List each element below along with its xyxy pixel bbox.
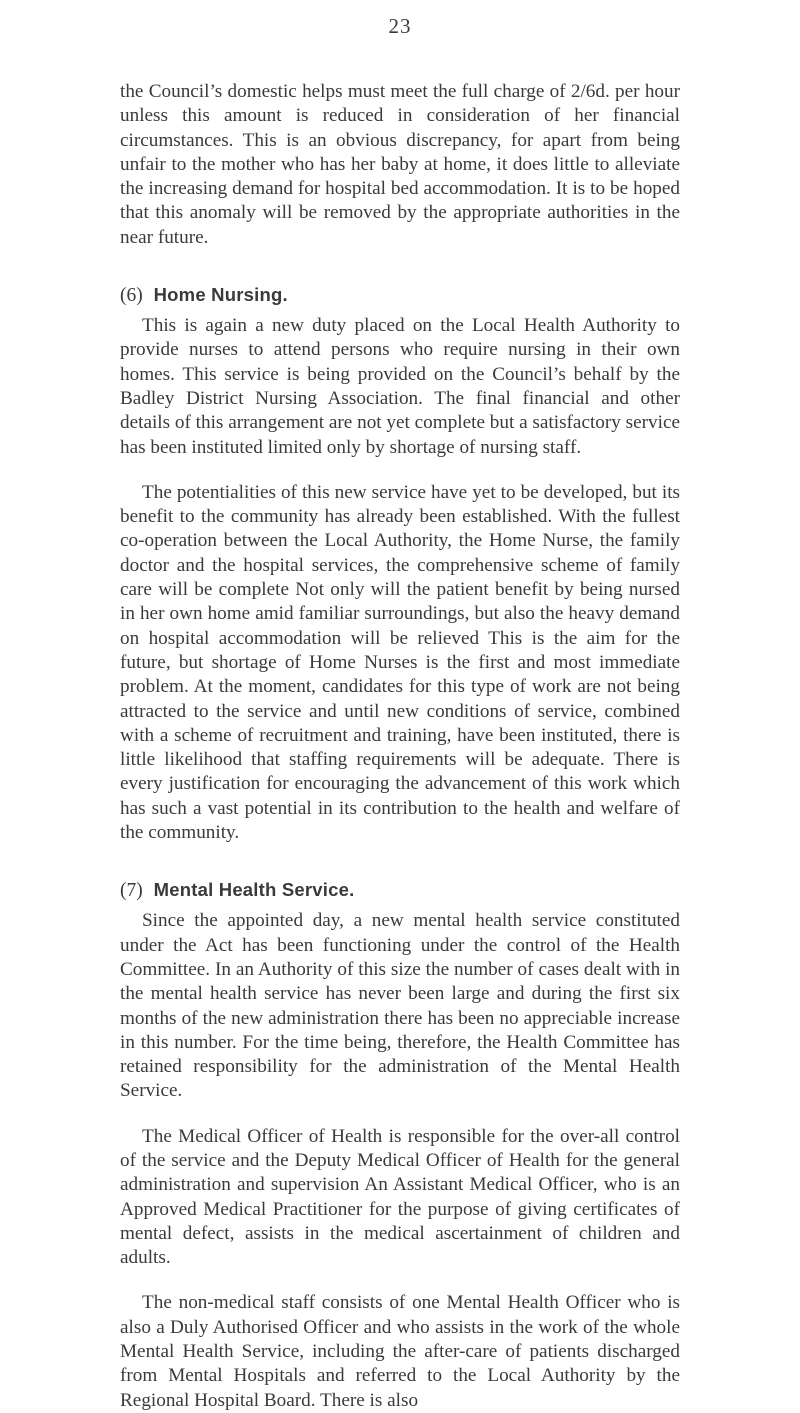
page-body (120, 80, 680, 1413)
section-number: (7) (120, 880, 143, 902)
paragraph: This is again a new duty placed on the Local Health Authority to provide nurses to attend persons who require nursing in their own homes. This service is being provided on the Council’s behalf by the Badley District Nursing Association. The final financial and other details of this arrangement are not yet complete but a satisfactory service has been instituted limited only by shortage of nursing staff. (120, 315, 680, 458)
section-mental-health-service (120, 878, 680, 1413)
section-heading (120, 878, 680, 903)
paragraph: The Medical Officer of Health is responsible for the over-all control of the service and the Deputy Medical Officer of Health for the general administration and supervision An Assistant Medical Officer, who is an Approved Medical Practitioner for the purpose of giving certificates of mental defect, assists in the medical ascertainment of children and adults. (120, 1125, 680, 1269)
section-home-nursing (120, 283, 680, 845)
paragraph: The potentialities of this new service have yet to be developed, but its benefit to the community has already been established. With the fullest co-operation between the Local Authority, the Home Nurse, the family doctor and the hospital services, the comprehensive scheme of family care will be complete Not only will the patient benefit by being nursed in her own home amid familiar surroundings, but also the heavy demand on hospital accommodation will be relieved This is the aim for the future, but shortage of Home Nurses is the first and most immediate problem. At the moment, candidates for this type of work are not being attracted to the service and until new conditions of service, combined with a scheme of recruitment and training, have been instituted, there is little likelihood that staffing requirements will be adequate. There is every justification for encouraging the advancement of this work which has such a vast potential in its contribution to the health and welfare of the community. (120, 481, 680, 844)
section-title: Mental Health Service. (153, 879, 355, 901)
intro-paragraph: the Council’s domestic helps must meet the full charge of 2/6d. per hour unless this amount is reduced in consideration of her financial circumstances. This is an obvious discrepancy, for apart from being unfair to the mother who has her baby at home, it does little to alleviate the increasing demand for hospital bed accommodation. It is to be hoped that this anomaly will be removed by the appropriate authorities in the near future. (120, 81, 680, 248)
section-number: (6) (120, 285, 143, 307)
paragraph: The non-medical staff consists of one Mental Health Officer who is also a Duly Authorised Officer and who assists in the work of the whole Mental Health Service, including the after-care of patients discharged from Mental Hospitals and referred to the Local Authority by the Regional Hospital Board. There is also (120, 1292, 680, 1411)
section-title: Home Nursing. (153, 284, 288, 306)
section-heading (120, 283, 680, 308)
page-number: 23 (388, 14, 412, 38)
paragraph: Since the appointed day, a new mental health service constituted under the Act has been functioning under the control of the Health Committee. In an Authority of this size the number of cases dealt with in the mental health service has never been large and during the first six months of the new administration there has been no appreciable increase in this number. For the time being, therefore, the Health Committee has retained responsibility for the administration of the Mental Health Service. (120, 910, 680, 1102)
